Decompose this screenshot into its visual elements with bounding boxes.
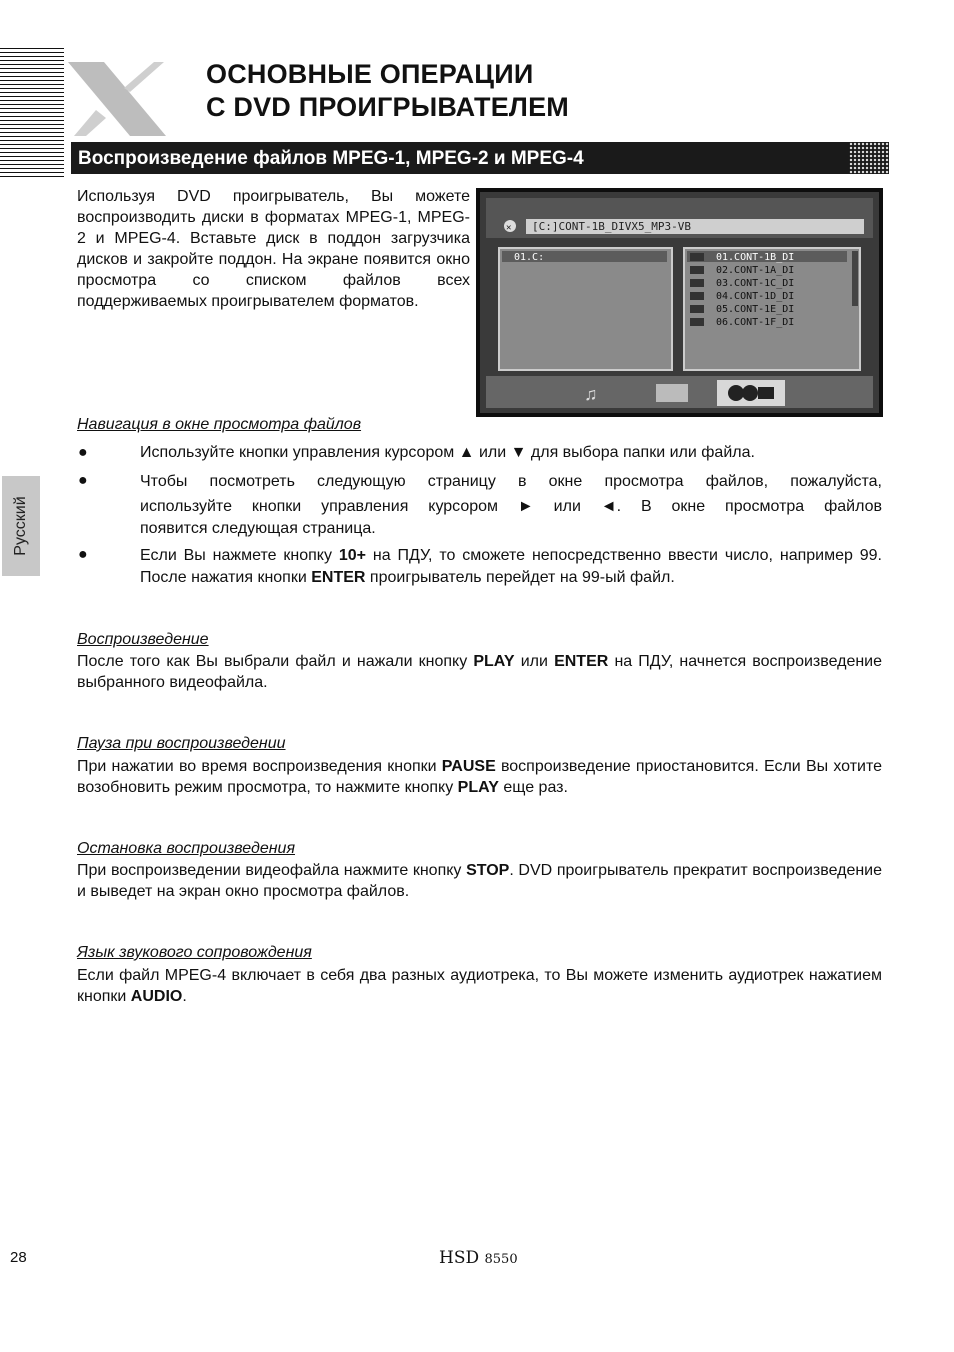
music-icon: ♫	[584, 384, 598, 404]
decorative-stripes	[0, 48, 64, 178]
nav-heading: Навигация в окне просмотра файлов	[77, 416, 362, 433]
screen-file: 05.CONT-1E_DI	[716, 304, 795, 315]
playback-heading: Воспроизведение	[77, 631, 209, 648]
screen-file: 03.CONT-1C_DI	[716, 278, 795, 289]
pause-heading: Пауза при воспроизведении	[77, 735, 286, 752]
intro-paragraph: Используя DVD проигрыватель, Вы можете воспроизводить диски в форматах MPEG-1, MPEG-2 и MPEG-4. Вставьте диск в поддон загрузчика дисков и закройте поддон. На экране появится окно просмотра со списком файлов всех поддерживаемых проигрывателем форматов.	[77, 188, 470, 310]
screen-file: 06.CONT-1F_DI	[716, 317, 795, 328]
audio-paragraph: Если файл MPEG-4 включает в себя два разных аудиотрека, то Вы можете изменить аудиотрек нажатием кнопки AUDIO.	[77, 967, 882, 1005]
screen-file: 04.CONT-1D_DI	[716, 291, 795, 302]
stop-heading: Остановка воспроизведения	[77, 840, 295, 857]
language-tab: Русский	[2, 476, 40, 576]
nav-bullet-1: Используйте кнопки управления курсором ▲ или ▼ для выбора папки или файла.	[140, 444, 755, 461]
svg-text:✕: ✕	[506, 223, 512, 233]
brand-x-logo	[66, 60, 171, 140]
screen-file: 01.CONT-1B_DI	[716, 252, 795, 263]
screen-path: [C:]CONT-1B_DIVX5_MP3-VB	[532, 220, 691, 233]
bullet-dot: ●	[78, 546, 88, 563]
screen-folder: 01.C:	[514, 252, 545, 263]
file-browser-screenshot	[476, 188, 883, 417]
nav-bullet-2: Чтобы посмотреть следующую страницу в окне просмотра файлов, пожалуйста, используйте кнопки управления курсором ► или ◄. В окне просмотра файлов появится следующая страница.	[140, 473, 882, 537]
nav-bullet-3: Если Вы нажмете кнопку 10+ на ПДУ, то сможете непосредственно ввести число, например 99. После нажатия кнопки ENTER проигрыватель перейдет на 99-ый файл.	[140, 547, 882, 586]
pause-paragraph: При нажатии во время воспроизведения кнопки PAUSE воспроизведение приостановится. Если Вы хотите возобновить режим просмотра, то нажмите кнопку PLAY еще раз.	[77, 758, 883, 796]
bullet-dot: ●	[78, 444, 88, 461]
page-title: ОСНОВНЫЕ ОПЕРАЦИИ С DVD ПРОИГРЫВАТЕЛЕМ	[206, 59, 569, 122]
screen-file: 02.CONT-1A_DI	[716, 265, 795, 276]
section-title: Воспроизведение файлов MPEG-1, MPEG-2 и MPEG-4	[78, 148, 584, 169]
playback-paragraph: После того как Вы выбрали файл и нажали кнопку PLAY или ENTER на ПДУ, начнется воспроизведение выбранного видеофайла.	[77, 653, 883, 691]
stop-paragraph: При воспроизведении видеофайла нажмите кнопку STOP. DVD проигрыватель прекратит воспроизведение и выведет на экран окно просмотра файлов.	[77, 862, 883, 900]
footer-brand: HSD 8550	[439, 1248, 518, 1268]
audio-heading: Язык звукового сопровождения	[77, 944, 312, 961]
bullet-dot: ●	[78, 472, 88, 489]
page-number: 28	[10, 1249, 27, 1266]
